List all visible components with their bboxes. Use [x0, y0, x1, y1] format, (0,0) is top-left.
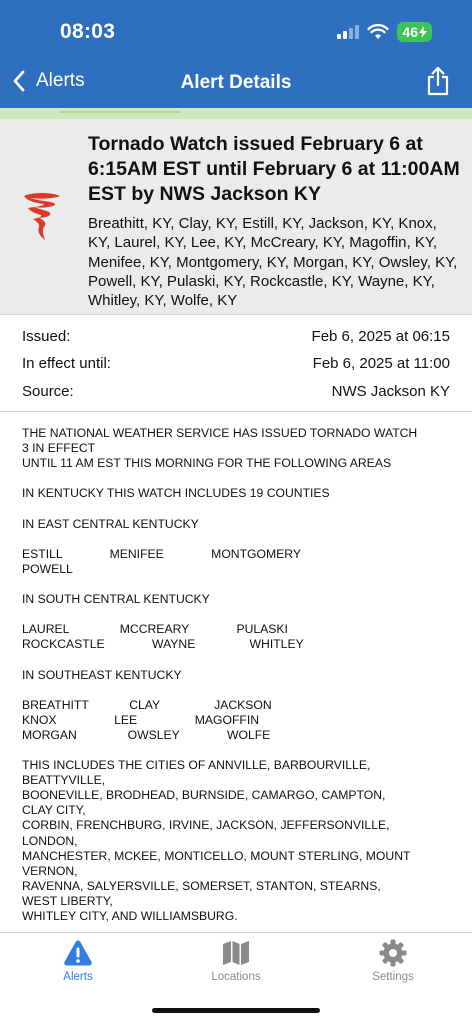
- tab-locations[interactable]: [186, 939, 286, 983]
- alert-affected-areas: Breathitt, KY, Clay, KY, Estill, KY, Jackson, KY, Knox, KY, Laurel, KY, Lee, KY, McCreary, KY, Magoffin, KY, Menifee, KY, Montgomery, KY, Morgan, KY, Owsley, KY, Powell, KY, Pulaski, KY, Rockcastle, KY, Wayne, KY, Whitley, KY, Wolfe, KY: [88, 215, 458, 310]
- tab-settings[interactable]: [343, 939, 443, 983]
- detail-value: Feb 6, 2025 at 06:15: [311, 328, 450, 345]
- status-time: 08:03: [60, 20, 116, 43]
- battery-indicator: [397, 22, 432, 42]
- detail-value: NWS Jackson KY: [331, 383, 450, 400]
- cellular-signal-icon: [337, 25, 359, 39]
- chevron-left-icon: [12, 70, 26, 92]
- status-icons: [337, 22, 432, 42]
- tab-alerts-label: Alerts: [63, 971, 93, 983]
- tab-settings-label: Settings: [372, 971, 414, 983]
- map-preview-strip: [0, 108, 472, 119]
- detail-label: Source:: [22, 383, 74, 400]
- share-button[interactable]: [426, 66, 450, 101]
- detail-label: Issued:: [22, 328, 71, 345]
- divider: [0, 314, 472, 315]
- map-icon: [222, 939, 250, 967]
- wifi-icon: [367, 24, 389, 40]
- tab-locations-label: Locations: [211, 971, 261, 983]
- back-button-label: Alerts: [36, 70, 85, 91]
- alert-bulletin-text: THE NATIONAL WEATHER SERVICE HAS ISSUED TORNADO WATCH 3 IN EFFECT UNTIL 11 AM EST THIS MORNING FOR THE FOLLOWING AREAS IN KENTUCKY THIS WATCH INCLUDES 19 COUNTIES IN EAST CENTRAL KENTUCKY ESTILL MENIFEE MONTGOMERY POWELL IN SOUTH CENTRAL KENTUCKY LAUREL MCCREARY PULASKI ROCKCASTLE WAYNE WHITLEY IN SOUTHEAST KENTUCKY BREATHITT CLAY JACKSON KNOX LEE MAGOFFIN MORGAN OWSLEY WOLFE THIS INCLUDES THE CITIES OF ANNVILLE, BARBOURVILLE, BEATTYVILLE, BOONEVILLE, BRODHEAD, BURNSIDE, CAMARGO, CAMPTON, CLAY CITY, CORBIN, FRENCHBURG, IRVINE, JACKSON, JEFFERSONVILLE, LONDON, MANCHESTER, MCKEE, MONTICELLO, MOUNT STERLING, MOUNT VERNON, RAVENNA, SALYERSVILLE, SOMERSET, STANTON, STEARNS, WEST LIBERTY, WHITLEY CITY, AND WILLIAMSBURG.: [22, 426, 418, 923]
- gear-icon: [379, 939, 407, 967]
- detail-row-source: [22, 383, 450, 400]
- battery-level: 46: [402, 24, 418, 40]
- detail-label: In effect until:: [22, 355, 111, 372]
- home-indicator: [152, 1008, 320, 1013]
- alert-title: Tornado Watch issued February 6 at 6:15AM EST until February 6 at 11:00AM EST by NWS Jackson KY: [88, 133, 460, 205]
- back-button[interactable]: [12, 70, 85, 92]
- page-title: Alert Details: [180, 72, 292, 93]
- divider: [0, 411, 472, 412]
- detail-value: Feb 6, 2025 at 11:00: [312, 355, 450, 372]
- detail-row-issued: [22, 328, 450, 345]
- detail-row-in-effect-until: [22, 355, 450, 372]
- share-icon: [426, 66, 450, 96]
- tornado-icon: [22, 190, 62, 249]
- tab-alerts[interactable]: [28, 939, 128, 983]
- header: [0, 0, 472, 108]
- charging-bolt-icon: [419, 26, 427, 38]
- alert-icon: [63, 939, 93, 967]
